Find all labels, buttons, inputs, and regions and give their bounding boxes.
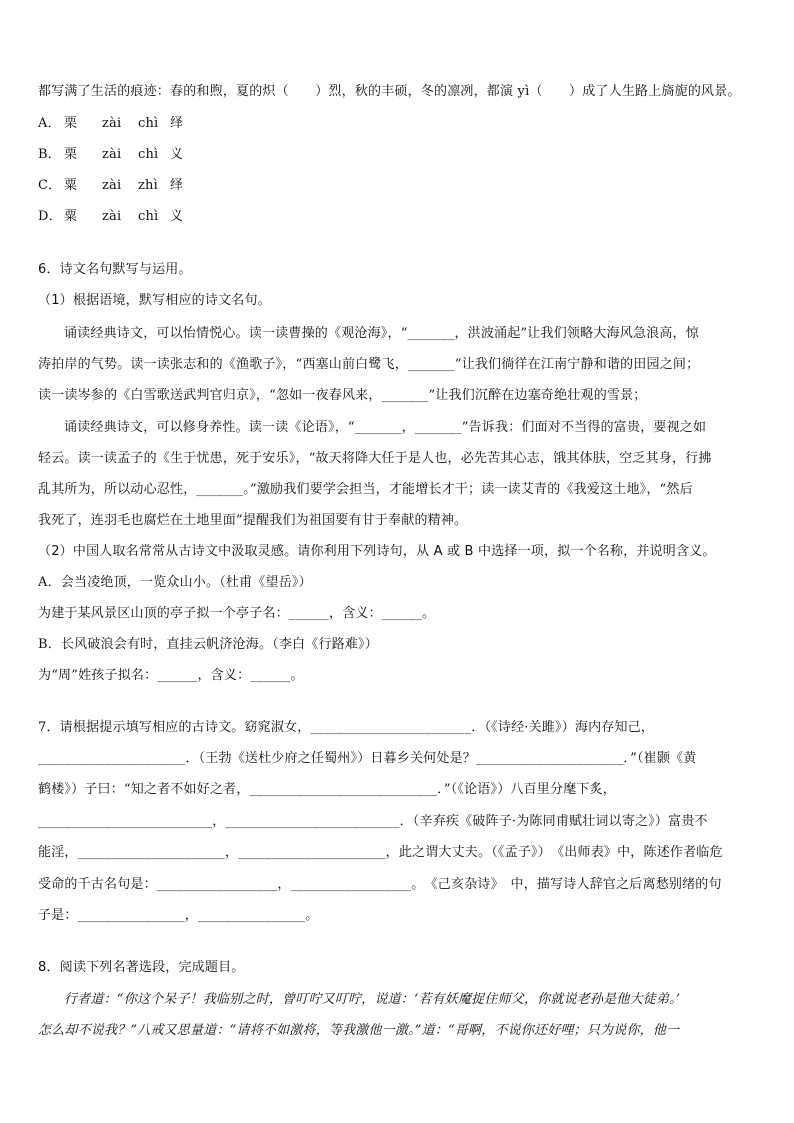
option-char: 栗 xyxy=(64,147,78,162)
option-key: C． xyxy=(38,178,62,193)
option-pinyin-1: zài xyxy=(102,147,122,162)
q6-part1: （1）根据语境，默写相应的诗文名句。 xyxy=(38,293,271,308)
option-pinyin-1: zài xyxy=(102,116,122,131)
q7-line: __________________________，__________________________．（辛弃疾《破阵子·为陈同甫赋壮词以寄之》）富贵不 xyxy=(38,814,708,829)
q6-part2: （2）中国人取名常常从古诗文中汲取灵感。请你利用下列诗句，从 A 或 B 中选择一项，拟一个名称，并说明含义。 xyxy=(38,544,716,559)
q5-stem: 都写满了生活的痕迹：春的和煦，夏的炽（ ）烈，秋的丰硕，冬的凛冽，都演 yì（ ）成了人生路上旖旎的风景。 xyxy=(38,84,741,99)
option-char-2: 绎 xyxy=(170,178,184,193)
q6-option-a: A．会当凌绝顶，一览众山小。（杜甫《望岳》） xyxy=(38,575,312,590)
q7-line: 能淫，______________________，______________________，此之谓大丈夫。（《孟子》） 《出师表》中，陈述作者临危 xyxy=(38,845,723,860)
q7-line: ______________________．（王勃《送杜少府之任蜀州》）日暮乡关何处是？______________________．”（崔颢《黄 xyxy=(38,751,697,766)
q6-p2-line: 诵读经典诗文，可以修身养性。读一读《论语》，“_______，_______”告诉我：们面对不当得的富贵，要视之如 xyxy=(64,420,707,435)
option-char-2: 义 xyxy=(170,147,184,162)
option-a[interactable] xyxy=(38,116,183,132)
option-char: 栗 xyxy=(64,116,78,131)
q6-option-b: B．长风破浪会有时，直挂云帆济沧海。（李白《行路难》） xyxy=(38,637,378,652)
option-pinyin-2: zhì xyxy=(138,178,158,193)
q8-title: 8．阅读下列名著选段，完成题目。 xyxy=(38,960,245,975)
option-pinyin-1: zài xyxy=(102,178,122,193)
q7-line: 7．请根据提示填写相应的古诗文。窈窕淑女，________________________．（《诗经·关雎》）海内存知己， xyxy=(38,720,655,735)
q6-option-b-task: 为“周”姓孩子拟名：______，含义：______。 xyxy=(38,668,304,683)
option-d[interactable] xyxy=(38,209,183,225)
q6-p2-line: 轻云。读一读孟子的《生于忧患，死于安乐》，“故天将降大任于是人也，必先苦其心志，饿其体肤，空乏其身，行拂 xyxy=(38,451,712,466)
option-pinyin-2: chì xyxy=(138,209,159,224)
option-char: 粟 xyxy=(64,178,78,193)
q6-p1-line: 诵读经典诗文，可以怡情悦心。读一读曹操的《观沧海》，“_______，洪波涌起”让我们领略大海风急浪高，惊 xyxy=(64,326,699,341)
q7-line: 受命的千古名句是：__________________，__________________。 《己亥杂诗》 中，描写诗人辞官之后离愁别绪的句 xyxy=(38,877,722,892)
option-key: D． xyxy=(38,209,62,224)
q6-title: 6．诗文名句默写与运用。 xyxy=(38,262,192,277)
option-c[interactable] xyxy=(38,178,183,194)
option-pinyin-2: chì xyxy=(138,116,159,131)
option-pinyin-1: zài xyxy=(102,209,122,224)
option-b[interactable] xyxy=(38,147,183,163)
q8-excerpt-line: 怎么却不说我？”八戒又思量道：“请将不如激将，等我激他一激。”道：“哥啊，不说你还好哩；只为说你，他一 xyxy=(38,1023,680,1038)
q6-p1-line: 读一读岑参的《白雪歌送武判官归京》，“忽如一夜春风来，_______”让我们沉醉在边塞奇绝壮观的雪景； xyxy=(38,388,647,403)
option-char: 粟 xyxy=(64,209,78,224)
option-char-2: 绎 xyxy=(170,116,184,131)
q6-p1-line: 涛拍岸的气势。读一读张志和的《渔歌子》，“西塞山前白鹭飞，_______”让我们徜徉在江南宁静和谐的田园之间； xyxy=(38,357,700,372)
option-key: A． xyxy=(38,116,61,131)
option-key: B． xyxy=(38,147,61,162)
q6-p2-line: 乱其所为，所以动心忍性，_______。”激励我们要学会担当，才能增长才干；读一读艾青的《我爱这土地》，“然后 xyxy=(38,482,693,497)
q6-option-a-task: 为建于某风景区山顶的亭子拟一个亭子名：______，含义：______。 xyxy=(38,606,436,621)
q8-excerpt-line: 行者道：“你这个呆子！我临别之时，曾叮咛又叮咛，说道：‘若有妖魔捉住师父，你就说老孙是他大徒弟。’ xyxy=(64,992,681,1007)
q7-line: 鹤楼》）子曰：“知之者不如好之者，____________________________．”（《论语》）八百里分麾下炙， xyxy=(38,782,616,797)
q6-p2-line: 我死了，连羽毛也腐烂在土地里面”提醒我们为祖国要有甘于奉献的精神。 xyxy=(38,513,468,528)
option-pinyin-2: chì xyxy=(138,147,159,162)
q7-line: 子是：________________，________________。 xyxy=(38,908,319,923)
option-char-2: 义 xyxy=(170,209,184,224)
